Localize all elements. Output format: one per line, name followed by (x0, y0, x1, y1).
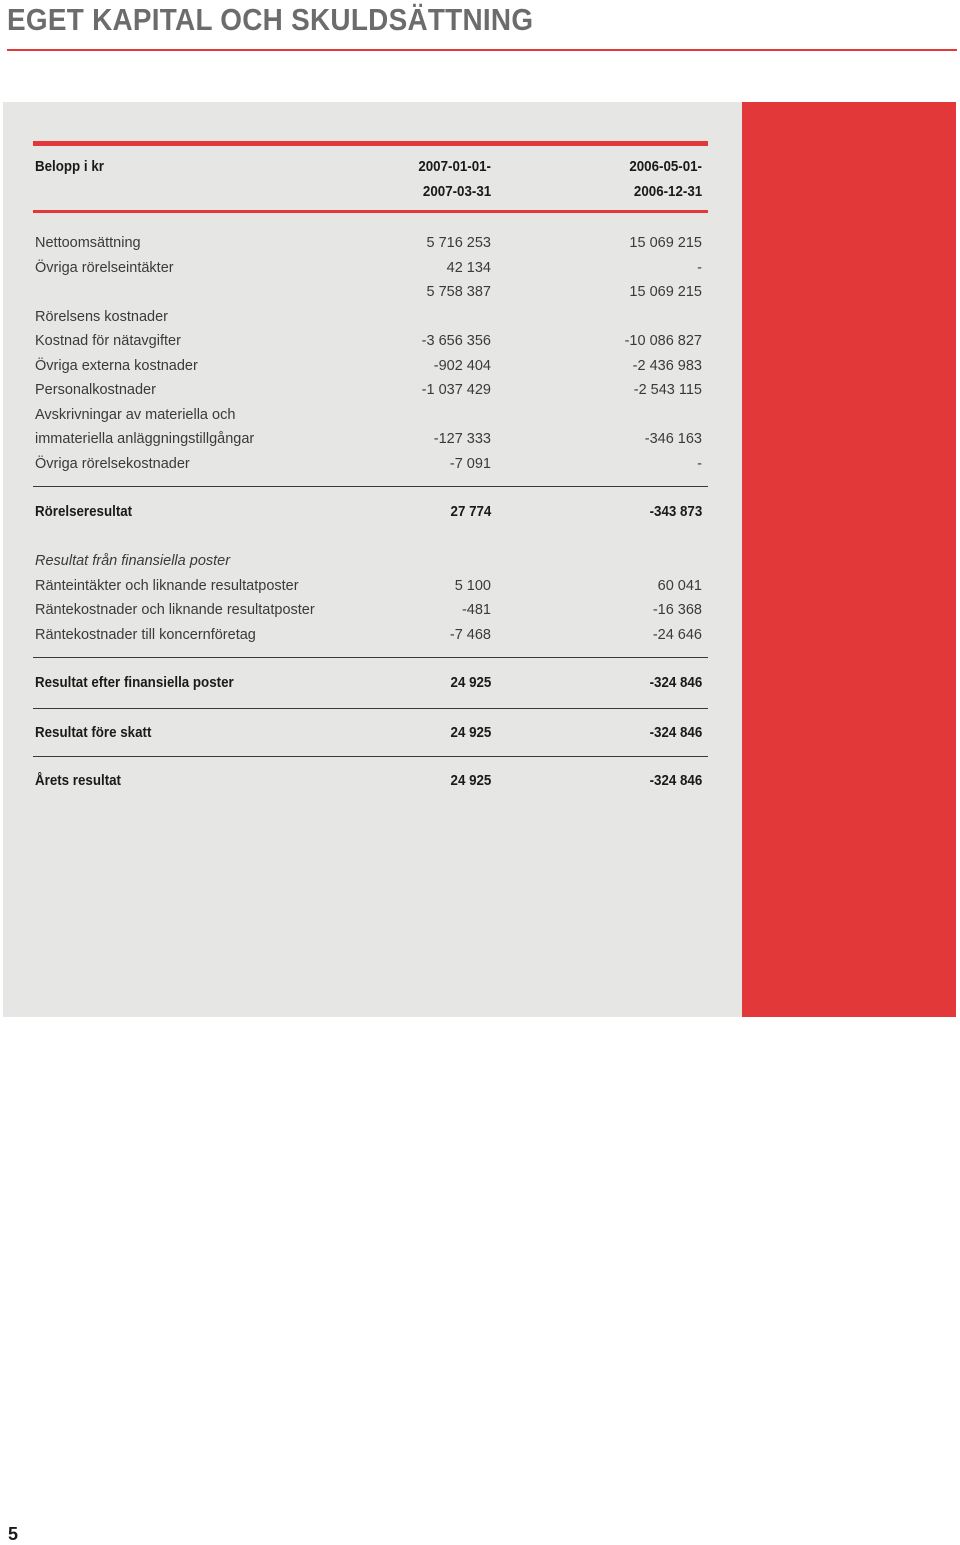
table-row: Ränteintäkter och liknande resultatposter 5 100 60 041 (35, 577, 702, 594)
table-header-row-2 (33, 180, 708, 205)
header-col1-line1: 2007-01-01- (418, 159, 491, 175)
table-row: Övriga externa kostnader -902 404 -2 436 983 (35, 357, 702, 374)
header-col2-line1: 2006-05-01- (629, 159, 702, 175)
table-row: Nettoomsättning 5 716 253 15 069 215 (35, 235, 702, 251)
table-row: 5 758 387 15 069 215 (426, 284, 702, 300)
income-statement-table (33, 141, 708, 794)
red-side-panel (742, 102, 956, 1017)
header-col1-line2: 2007-03-31 (422, 183, 491, 200)
table-header-row-1 (33, 155, 708, 180)
table-row: Avskrivningar av materiella och (35, 406, 236, 423)
table-row: Personalkostnader -1 037 429 -2 543 115 (35, 382, 702, 398)
title-divider (7, 49, 957, 51)
table-top-rule (33, 141, 708, 146)
table-row: Kostnad för nätavgifter -3 656 356 -10 086 827 (35, 333, 702, 349)
table-row: Övriga rörelseintäkter 42 134 - (35, 259, 702, 276)
net-result-row: Årets resultat 24 925 -324 846 (35, 773, 702, 789)
table-row: Övriga rörelsekostnader -7 091 - (35, 455, 702, 472)
after-financial-result-row: Resultat efter finansiella poster 24 925 -324 846 (35, 675, 702, 691)
page-title: EGET KAPITAL OCH SKULDSÄTTNING (7, 2, 534, 37)
table-row: Rörelsens kostnader (35, 308, 168, 325)
table-row: Räntekostnader till koncernföretag -7 468 -24 646 (35, 626, 702, 643)
financial-section-heading: Resultat från finansiella poster (35, 553, 231, 569)
table-row: Räntekostnader och liknande resultatposter -481 -16 368 (35, 602, 702, 618)
header-label: Belopp i kr (35, 159, 104, 175)
before-tax-result-row: Resultat före skatt 24 925 -324 846 (35, 724, 702, 741)
header-col2-line2: 2006-12-31 (633, 183, 702, 200)
page-number: 5 (8, 1524, 19, 1544)
operating-result-row: Rörelseresultat 27 774 -343 873 (35, 504, 702, 520)
table-row: immateriella anläggningstillgångar -127 333 -346 163 (35, 431, 702, 447)
